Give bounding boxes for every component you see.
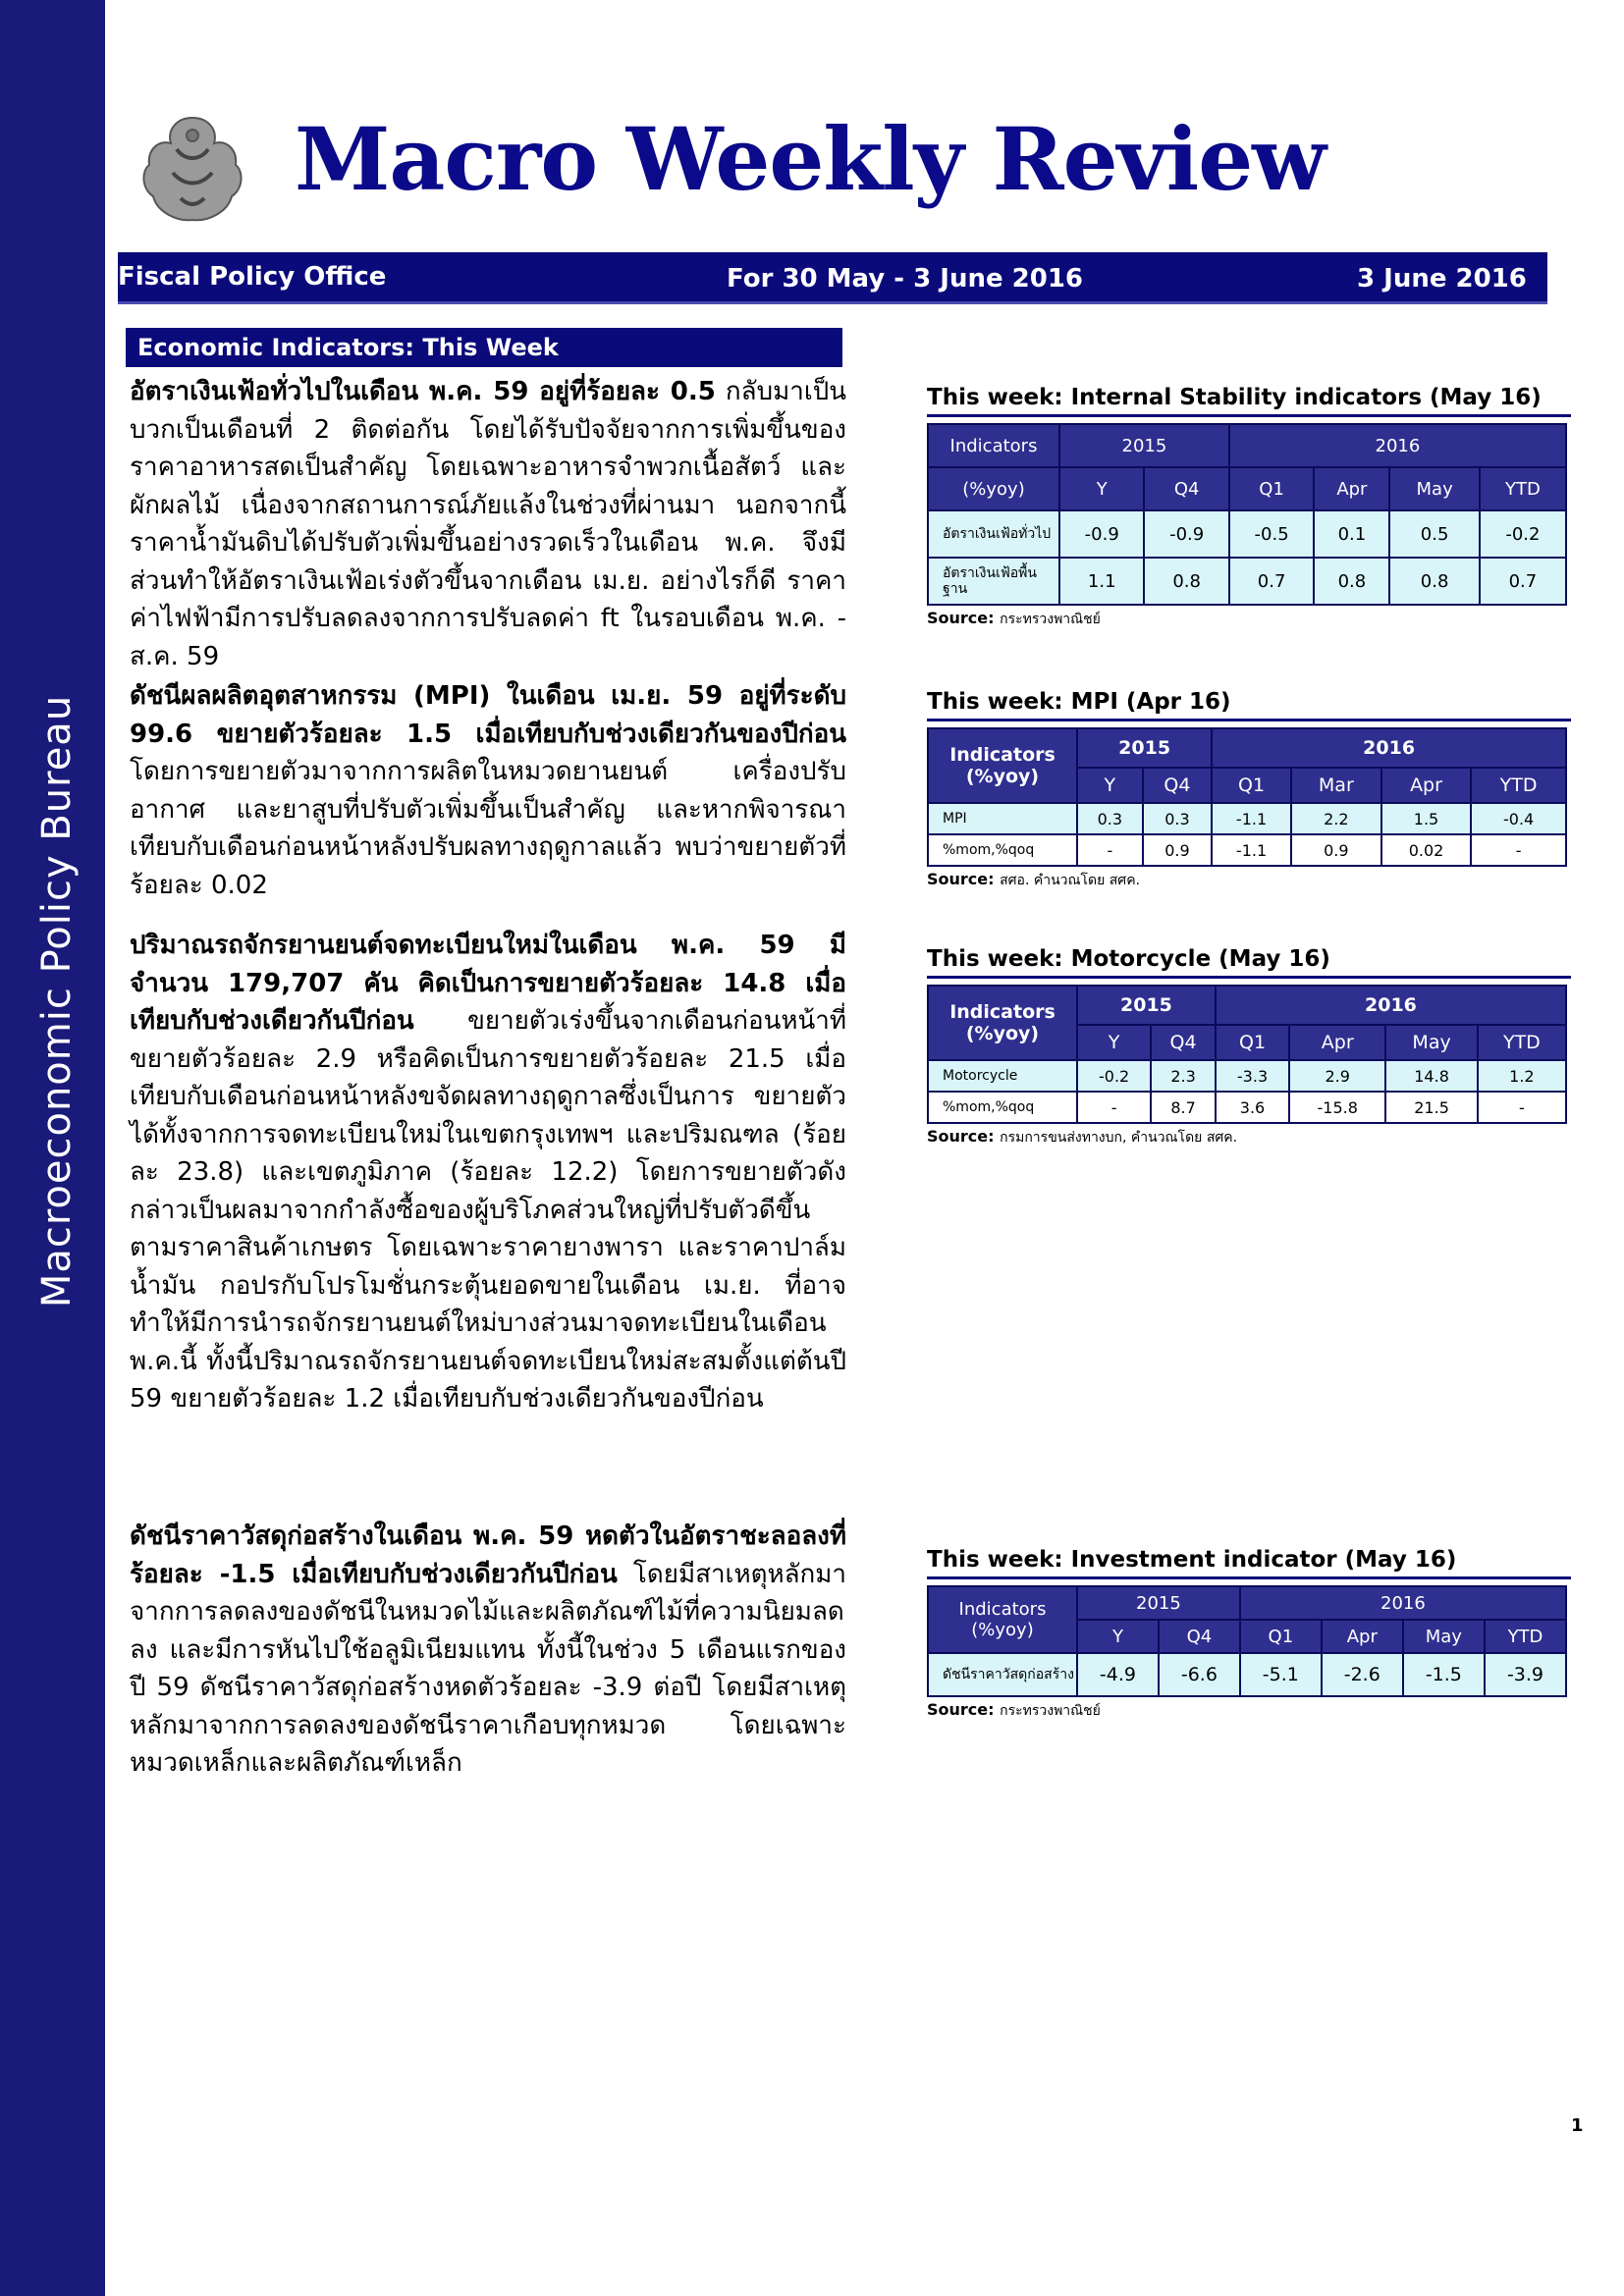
table-mpi bbox=[927, 689, 1571, 891]
table-row bbox=[928, 510, 1566, 558]
header-cell: (%yoy) bbox=[928, 467, 1059, 510]
paragraph-body: กลับมาเป็นบวกเป็นเดือนที่ 2 ติดต่อกัน โดยได้รับปัจจัยจากการเพิ่มขึ้นของราคาอาหารสดเป็นสำคัญ โดยเฉพาะอาหารจำพวกเนื้อสัตว์ และผักผลไม้ เนื่องจากสถานการณ์ภัยแล้งในช่วงที่ผ่านมา นอกจากนี้ ราคาน้ำมันดิบได้ปรับตัวเพิ่มขึ้นอย่างรวดเร็วในเดือน พ.ค. จึงมีส่วนทำให้อัตราเงินเฟ้อเร่งตัวขึ้นจากเดือน เม.ย. อย่างไรก็ดี ราคาค่าไฟฟ้ามีการปรับลดลงจากการปรับลดค่า ft ในรอบเดือน พ.ค. - ส.ค. 59 bbox=[130, 377, 847, 671]
cell: -3.3 bbox=[1216, 1060, 1289, 1092]
header-cell: Mar bbox=[1291, 768, 1381, 803]
table-title: This week: Investment indicator (May 16) bbox=[927, 1547, 1571, 1579]
cell: -0.9 bbox=[1059, 510, 1144, 558]
cell: 0.9 bbox=[1291, 834, 1381, 866]
cell: - bbox=[1478, 1092, 1566, 1123]
cell: - bbox=[1077, 1092, 1151, 1123]
table-title: This week: Motorcycle (May 16) bbox=[927, 946, 1571, 979]
header-cell: 2016 bbox=[1212, 728, 1566, 768]
header-cell: Apr bbox=[1289, 1025, 1385, 1060]
header-cell: 2016 bbox=[1229, 424, 1566, 467]
header-cell: Q1 bbox=[1240, 1620, 1322, 1653]
source-note: Source: กระทรวงพาณิชย์ bbox=[927, 609, 1101, 627]
table-title: This week: MPI (Apr 16) bbox=[927, 689, 1571, 721]
cell: -0.2 bbox=[1077, 1060, 1151, 1092]
cell: -1.5 bbox=[1403, 1653, 1485, 1696]
table-row bbox=[928, 558, 1566, 605]
header-cell: Q4 bbox=[1143, 768, 1213, 803]
cell: 0.8 bbox=[1144, 558, 1228, 605]
table-row bbox=[928, 1653, 1566, 1696]
cell: - bbox=[1077, 834, 1143, 866]
section-heading: Economic Indicators: This Week bbox=[126, 328, 842, 367]
cell: 0.3 bbox=[1143, 803, 1213, 834]
header-cell: Apr bbox=[1322, 1620, 1403, 1653]
header-cell: Q4 bbox=[1159, 1620, 1240, 1653]
paragraph-body: โดยมีสาเหตุหลักมาจากการลดลงของดัชนีในหมวดไม้และผลิตภัณฑ์ไม้ที่ความนิยมลดลง และมีการหันไปใช้อลูมิเนียมแทน ทั้งนี้ในช่วง 5 เดือนแรกของปี 59 ดัชนีราคาวัสดุก่อสร้างหดตัวร้อยละ -3.9 ต่อปี โดยมีสาเหตุหลักมาจากการลดลงของดัชนีราคาเกือบทุกหมวด โดยเฉพาะหมวดเหล็กและผลิตภัณฑ์เหล็ก bbox=[130, 1559, 847, 1778]
cell: -1.1 bbox=[1212, 803, 1291, 834]
header-cell: Y bbox=[1077, 1025, 1151, 1060]
source-note: Source: สศอ. คำนวณโดย สศค. bbox=[927, 870, 1141, 888]
header-cell: Y bbox=[1059, 467, 1144, 510]
paragraph-body: ขยายตัวเร่งขึ้นจากเดือนก่อนหน้าที่ขยายตัวร้อยละ 2.9 หรือคิดเป็นการขยายตัวร้อยละ 21.5 เมื่อเทียบกับเดือนก่อนหน้าหลังขจัดผลทางฤดูกาลซึ่งเป็นการ ขยายตัวได้ทั้งจากการจดทะเบียนใหม่ในเขตกรุงเทพฯ และปริมณฑล (ร้อยละ 23.8) และเขตภูมิภาค (ร้อยละ 12.2) โดยการขยายตัวดังกล่าวเป็นผลมาจากกำลังซื้อของผู้บริโภคส่วนใหญ่ที่ปรับตัวดีขึ้นตามราคาสินค้าเกษตร โดยเฉพาะราคายางพารา และราคาปาล์มน้ำมัน กอปรกับโปรโมชั่นกระตุ้นยอดขายในเดือน เม.ย. ที่อาจทำให้มีการนำรถจักรยานยนต์ใหม่บางส่วนมาจดทะเบียนในเดือน พ.ค.นี้ ทั้งนี้ปริมาณรถจักรยานยนต์จดทะเบียนใหม่สะสมตั้งแต่ต้นปี 59 ขยายตัวร้อยละ 1.2 เมื่อเทียบกับช่วงเดียวกันของปีก่อน bbox=[130, 1006, 846, 1414]
header-cell: Indicators bbox=[928, 424, 1059, 467]
header-cell: Y bbox=[1077, 768, 1143, 803]
period-label: For 30 May - 3 June 2016 bbox=[727, 264, 1084, 294]
header-cell: 2015 bbox=[1077, 986, 1216, 1025]
paragraph-body: โดยการขยายตัวมาจากการผลิตในหมวดยานยนต์ เครื่องปรับอากาศ และยาสูบที่ปรับตัวเพิ่มขึ้นเป็นสำคัญ และหากพิจารณาเทียบกับเดือนก่อนหน้าหลังปรับผลทางฤดูกาลแล้ว พบว่าขยายตัวที่ร้อยละ 0.02 bbox=[130, 757, 846, 900]
row-label: อัตราเงินเฟ้อพื้นฐาน bbox=[928, 558, 1059, 605]
row-label: %mom,%qoq bbox=[928, 834, 1077, 866]
header-cell: Indicators (%yoy) bbox=[928, 1586, 1077, 1653]
table-investment bbox=[927, 1547, 1571, 1722]
paragraph-lead: ดัชนีราคาวัสดุก่อสร้างในเดือน พ.ค. 59 หดตัวในอัตราชะลอลงที่ร้อยละ -1.5 เมื่อเทียบกับช่วงเดียวกันปีก่อน bbox=[130, 1522, 846, 1589]
sidebar bbox=[0, 0, 105, 2296]
sidebar-title: Macroeconomic Policy Bureau bbox=[34, 694, 80, 1308]
cell: 3.6 bbox=[1216, 1092, 1289, 1123]
row-label: ดัชนีราคาวัสดุก่อสร้าง bbox=[928, 1653, 1077, 1696]
header-cell: YTD bbox=[1485, 1620, 1566, 1653]
table-row bbox=[928, 1060, 1566, 1092]
table-title: This week: Internal Stability indicators (May 16) bbox=[927, 385, 1571, 417]
cell: 14.8 bbox=[1385, 1060, 1477, 1092]
cell: -0.4 bbox=[1471, 803, 1566, 834]
paragraph-inflation bbox=[130, 373, 847, 671]
header-cell: May bbox=[1389, 467, 1479, 510]
paragraph-lead: อัตราเงินเฟ้อทั่วไปในเดือน พ.ค. 59 อยู่ที่ร้อยละ 0.5 bbox=[130, 377, 716, 406]
cell: 0.9 bbox=[1143, 834, 1213, 866]
header-cell: YTD bbox=[1471, 768, 1566, 803]
cell: -3.9 bbox=[1485, 1653, 1566, 1696]
cell: 2.2 bbox=[1291, 803, 1381, 834]
cell: -1.1 bbox=[1212, 834, 1291, 866]
cell: 8.7 bbox=[1151, 1092, 1216, 1123]
table-row bbox=[928, 834, 1566, 866]
header-cell: May bbox=[1403, 1620, 1485, 1653]
row-label: Motorcycle bbox=[928, 1060, 1077, 1092]
paragraph-motorcycle bbox=[130, 927, 846, 1486]
cell: -2.6 bbox=[1322, 1653, 1403, 1696]
row-label: MPI bbox=[928, 803, 1077, 834]
cell: 0.8 bbox=[1314, 558, 1389, 605]
paragraph-construction bbox=[130, 1518, 846, 1851]
header-bar bbox=[118, 252, 1547, 304]
header-cell: 2016 bbox=[1240, 1586, 1566, 1620]
cell: -0.5 bbox=[1229, 510, 1314, 558]
header-cell: 2015 bbox=[1077, 728, 1212, 768]
table-internal-stability bbox=[927, 385, 1571, 630]
header-cell: YTD bbox=[1478, 1025, 1566, 1060]
table-motorcycle bbox=[927, 946, 1571, 1148]
header-cell: Q4 bbox=[1151, 1025, 1216, 1060]
cell: 0.1 bbox=[1314, 510, 1389, 558]
header-cell: Apr bbox=[1314, 467, 1389, 510]
header-cell: Q1 bbox=[1216, 1025, 1289, 1060]
page-number: 1 bbox=[1571, 2115, 1584, 2136]
cell: -6.6 bbox=[1159, 1653, 1240, 1696]
office-label: Fiscal Policy Office bbox=[118, 262, 387, 292]
header-cell: Indicators (%yoy) bbox=[928, 986, 1077, 1060]
header-cell: Apr bbox=[1381, 768, 1471, 803]
date-label: 3 June 2016 bbox=[1357, 264, 1527, 294]
garuda-logo-icon bbox=[137, 110, 247, 226]
cell: 0.02 bbox=[1381, 834, 1471, 866]
header-cell: Q1 bbox=[1229, 467, 1314, 510]
header-cell: May bbox=[1385, 1025, 1477, 1060]
cell: 2.3 bbox=[1151, 1060, 1216, 1092]
cell: -0.2 bbox=[1480, 510, 1566, 558]
cell: -4.9 bbox=[1077, 1653, 1159, 1696]
source-note: Source: กระทรวงพาณิชย์ bbox=[927, 1700, 1101, 1719]
header-cell: YTD bbox=[1480, 467, 1566, 510]
source-note: Source: กรมการขนส่งทางบก, คำนวณโดย สศค. bbox=[927, 1127, 1238, 1146]
header-cell: Q1 bbox=[1212, 768, 1291, 803]
cell: 0.7 bbox=[1480, 558, 1566, 605]
header-cell: Q4 bbox=[1144, 467, 1228, 510]
cell: -5.1 bbox=[1240, 1653, 1322, 1696]
paragraph-lead: ดัชนีผลผลิตอุตสาหกรรม (MPI) ในเดือน เม.ย. 59 อยู่ที่ระดับ 99.6 ขยายตัวร้อยละ 1.5 เมื่อเทียบกับช่วงเดียวกันของปีก่อน bbox=[130, 681, 846, 749]
cell: -15.8 bbox=[1289, 1092, 1385, 1123]
header-cell: 2015 bbox=[1077, 1586, 1240, 1620]
cell: 0.8 bbox=[1389, 558, 1479, 605]
cell: 2.9 bbox=[1289, 1060, 1385, 1092]
cell: 0.5 bbox=[1389, 510, 1479, 558]
paragraph-mpi bbox=[130, 677, 846, 913]
cell: -0.9 bbox=[1144, 510, 1228, 558]
header-cell: Y bbox=[1077, 1620, 1159, 1653]
header-cell: 2015 bbox=[1059, 424, 1229, 467]
header-cell: 2016 bbox=[1216, 986, 1566, 1025]
paragraph-lead: ปริมาณรถจักรยานยนต์จดทะเบียนใหม่ในเดือน พ.ค. 59 มีจำนวน 179,707 คัน คิดเป็นการขยายตัวร้อยละ 14.8 เมื่อเทียบกับช่วงเดียวกันปีก่อน bbox=[130, 931, 846, 1036]
row-label: อัตราเงินเฟ้อทั่วไป bbox=[928, 510, 1059, 558]
cell: 1.5 bbox=[1381, 803, 1471, 834]
table-row bbox=[928, 803, 1566, 834]
cell: 1.2 bbox=[1478, 1060, 1566, 1092]
cell: - bbox=[1471, 834, 1566, 866]
cell: 0.3 bbox=[1077, 803, 1143, 834]
header-cell: Indicators (%yoy) bbox=[928, 728, 1077, 803]
row-label: %mom,%qoq bbox=[928, 1092, 1077, 1123]
table-row bbox=[928, 1092, 1566, 1123]
cell: 0.7 bbox=[1229, 558, 1314, 605]
cell: 1.1 bbox=[1059, 558, 1144, 605]
page-title: Macro Weekly Review bbox=[295, 108, 1326, 210]
cell: 21.5 bbox=[1385, 1092, 1477, 1123]
